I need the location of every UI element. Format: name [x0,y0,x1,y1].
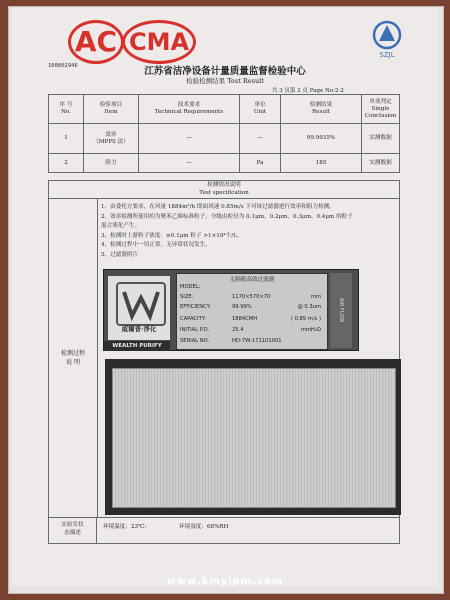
label-card-title: 无隔板高效过滤器 [229,277,275,283]
brand-name-cn: 威爾普·淨化 [121,325,157,333]
row1-unit: — [240,124,281,154]
field-unit: ( 0.85 m/s ) [290,316,321,322]
header-no-cn: 序 号 [59,102,73,108]
note-1: 1、由委托方要求，在风量 1884m³/h 即面风速 0.85m/s 下对该过滤器进行效率和阻力检测。 [101,204,335,210]
field-value: HD-7W-171101001 [232,338,282,344]
label-field-model [180,284,325,292]
spec-title-cn: 检测情况说明 [207,182,241,188]
header-no-en: No. [61,109,71,115]
header-conclusion-cn: 单项判定 [369,98,392,105]
env-humidity: 环境湿度：68%RH [179,524,229,530]
header-item [84,95,139,124]
field-unit: mmH₂O [300,327,321,333]
header-result [281,95,362,124]
cma-logo: CMA [122,20,196,64]
row1-conclusion: 实测数据 [362,124,400,154]
row2-req: — [139,154,240,173]
field-key: INITIAL P.D. [180,327,210,333]
field-unit: @ 0.3um [297,304,321,310]
label-field-capacity [180,316,325,324]
spec-header [48,180,400,198]
spec-title-en: Test specification [199,190,249,196]
note-2-cont: 混合雾化产生。 [101,223,141,229]
left-label-line-1: 检测过程 [60,350,85,357]
environment-row [48,518,400,544]
page-number: 共 3 页第 2 页 Page No:2-2 [272,88,344,94]
spec-label-card [176,273,328,350]
field-value: 99.99% [232,304,252,310]
brand-name-en: WEALTH PURIFY [104,341,170,351]
brand-w-icon [116,282,166,326]
header-conclusion-en-2: Conclusion [364,112,397,119]
row2-item: 阻力 [84,154,139,173]
header-no [49,95,84,124]
header-result-cn: 检测结果 [309,102,333,108]
row2-result: 185 [281,154,362,173]
row1-no: 1 [49,124,84,154]
header-result-en: Result [311,109,331,115]
header-req-cn: 技术要求 [177,102,201,108]
row2-no: 2 [49,154,84,173]
field-key: MODEL: [180,284,201,290]
header-unit [240,95,281,124]
airflow-arrow-label: AIR FLOW [330,273,352,348]
document-subtitle: 检验检测结果 Test Result [186,77,264,85]
ac-logo: AC [68,20,124,64]
row1-item-method: （MPPS 法） [93,138,129,145]
filter-media [112,368,396,508]
header-item-cn: 检验项目 [99,102,123,108]
szjl-logo-text: SZJL [379,51,395,59]
header-unit-cn: 单位 [254,102,266,108]
env-temperature: 环境温度：23℃； [103,524,150,530]
row1-item-cn: 效率 [105,131,117,138]
spec-body [48,198,400,518]
header-conclusion-en-1: Single [371,105,390,112]
field-unit: mm [310,294,321,300]
header-item-en: Item [104,109,118,115]
header-conclusion [362,95,400,124]
env-label-line-1: 实验室状 [61,522,84,528]
field-key: CAPACITY: [180,316,206,322]
label-field-serial [180,338,325,346]
label-field-initial-pd [180,327,325,335]
product-label-photo [103,269,359,351]
spec-left-column [49,199,98,517]
table-row [49,124,400,154]
field-key: EFFICIENCY: [180,304,211,310]
row2-conclusion: 实测数据 [362,154,400,173]
szjl-logo [366,18,408,60]
row2-unit: Pa [240,154,281,173]
header-req [139,95,240,124]
document-serial: 100002946 [48,63,78,69]
row1-req: — [139,124,240,154]
test-notes [101,203,401,260]
field-value: 25.4 [232,327,244,333]
table-row [49,154,400,173]
field-value: 1884CMH [232,316,258,322]
field-key: SERIAL NO. [180,338,210,344]
note-3: 3、检测时上游粒子浓度：≥0.1μm 粒子 >1×10⁴个/L。 [101,232,243,239]
table-header-row [49,95,400,124]
filter-photo [105,359,401,515]
left-label-line-2: 说 明 [66,359,80,366]
field-value: 1170×570×70 [232,294,271,300]
label-field-efficiency [180,304,325,312]
results-table [48,94,400,173]
row1-result: 99.9935% [281,124,362,154]
env-label-line-2: 态描述 [64,530,81,536]
brand-block [108,276,170,340]
env-label [49,518,97,543]
document-title: 江苏省洁净设备计量质量监督检验中心 [144,66,306,77]
process-description-label [49,349,97,367]
header-unit-en: Unit [253,109,267,115]
row1-item [84,124,139,154]
note-5: 5、过滤器照片 [101,251,139,258]
note-4: 4、检测过程中一切正常，无异常状况发生。 [101,242,211,248]
label-field-size [180,294,325,302]
header-req-en: Technical Requirements [154,109,224,115]
field-key: SIZE: [180,294,194,300]
note-2: 2、效率检测所使用的为聚苯乙烯标准粒子，分级由粒径为 0.1μm、0.2μm、0.3μm、0.4μm 的粒子 [101,213,353,220]
footer-url: www.kmylpm.com [166,576,284,587]
